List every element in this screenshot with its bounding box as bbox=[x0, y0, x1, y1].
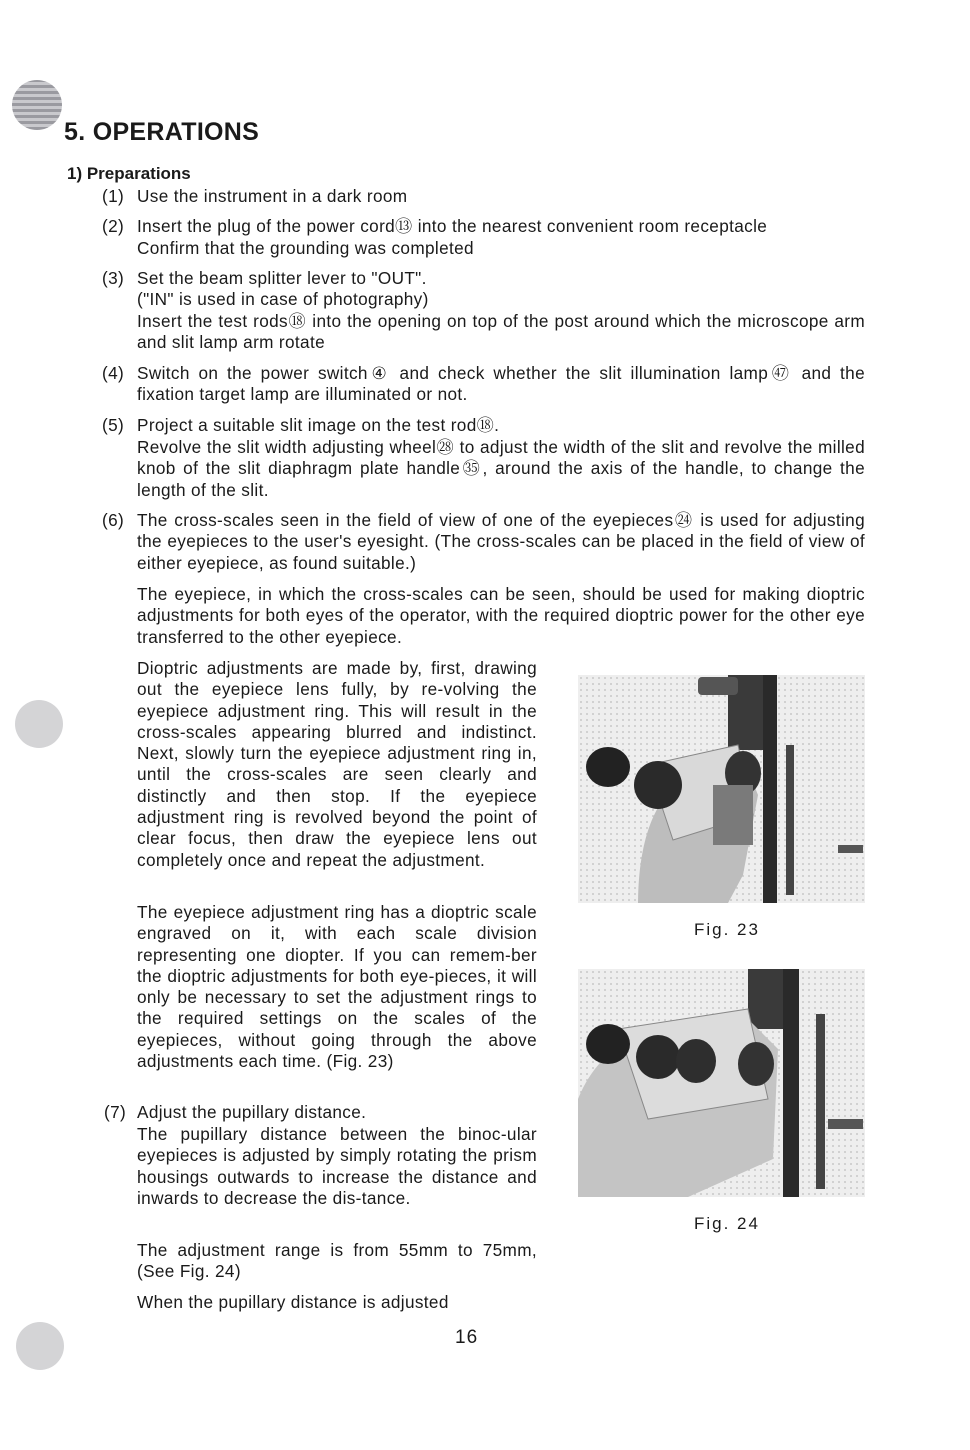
item-text: Revolve the slit width adjusting wheel㉘ to adjust the width of the slit and revolve the milled knob of the slit diaphragm plate handle㉟, around the axis of the handle, to change the length of the slit. bbox=[137, 437, 865, 500]
page-number: 16 bbox=[455, 1327, 479, 1348]
item-text: Confirm that the grounding was completed bbox=[137, 238, 474, 258]
item-paragraph: When the pupillary distance is adjusted bbox=[137, 1292, 449, 1312]
item-text: Insert the test rods⑱ into the opening on top of the post around which the microscope arm and slit lamp arm rotate bbox=[137, 311, 865, 353]
item-text: Use the instrument in a dark room bbox=[137, 186, 408, 206]
item-text: Insert the plug of the power cord⑬ into the nearest convenient room receptacle bbox=[137, 216, 768, 236]
slit-lamp-pupillary-image bbox=[578, 969, 865, 1197]
item-paragraph: The eyepiece, in which the cross-scales can be seen, should be used for making dioptric adjustments for both eyes of the operator, with the required dioptric power for the other eye transferred to the other eyepiece. bbox=[137, 584, 865, 647]
punch-hole-bottom bbox=[16, 1322, 64, 1370]
item-number: (3) bbox=[102, 268, 125, 288]
figure-caption: Fig. 24 bbox=[694, 1214, 760, 1233]
figure-23-photo bbox=[578, 675, 865, 903]
item-number: (6) bbox=[102, 510, 125, 530]
item-text: Set the beam splitter lever to "OUT". bbox=[137, 268, 427, 288]
punch-hole-middle bbox=[15, 700, 63, 748]
figure-caption: Fig. 23 bbox=[694, 920, 760, 939]
item-paragraph: The pupillary distance between the binoc-ular eyepieces is adjusted by simply rotating the prism housings outwards to increase the distance and inwards to decrease the dis-tance. bbox=[137, 1124, 537, 1208]
item-text: ("IN" is used in case of photography) bbox=[137, 289, 429, 309]
item-number: (7) bbox=[104, 1102, 127, 1122]
item-number: (5) bbox=[102, 415, 125, 435]
item-paragraph: The eyepiece adjustment ring has a dioptric scale engraved on it, with each scale division representing one diopter. If you can remem-ber the dioptric adjustments for both eye-pieces, it will only be necessary to set the adjustment rings to the required settings on the scales of the eyepieces, without going through the above adjustments each time. (Fig. 23) bbox=[137, 902, 537, 1072]
item-paragraph: Dioptric adjustments are made by, first, drawing out the eyepiece lens fully, by re-volving the eyepiece adjustment ring. This will result in the cross-scales appearing blurred and indistinct. Next, slowly turn the eyepiece adjustment ring in, until the cross-scales are seen clearly and distinctly and then stop. If the eyepiece adjustment ring is revolved beyond the point of clear focus, then draw the eyepiece lens out completely once and repeat the adjustment. bbox=[137, 658, 537, 870]
item-paragraph: The adjustment range is from 55mm to 75mm, (See Fig. 24) bbox=[137, 1240, 537, 1282]
punch-hole-top bbox=[12, 80, 62, 130]
slit-lamp-eyepiece-image bbox=[578, 675, 865, 903]
item-text: Project a suitable slit image on the test rod⑱. bbox=[137, 415, 500, 435]
item-paragraph: The cross-scales seen in the field of view of one of the eyepieces㉔ is used for adjusting the eyepieces to the user's eyesight. (The cross-scales can be placed in the field of view of either eyepiece, as found suitable.) bbox=[137, 510, 865, 573]
item-number: (4) bbox=[102, 363, 125, 383]
figure-24-photo bbox=[578, 969, 865, 1197]
section-title: 5. OPERATIONS bbox=[64, 118, 260, 146]
item-paragraph: Adjust the pupillary distance. bbox=[137, 1102, 367, 1122]
item-number: (1) bbox=[102, 186, 125, 206]
item-text: Switch on the power switch④ and check whether the slit illumination lamp㊼ and the fixation target lamp are illuminated or not. bbox=[137, 363, 865, 405]
item-number: (2) bbox=[102, 216, 125, 236]
subsection-title: 1) Preparations bbox=[67, 164, 191, 183]
